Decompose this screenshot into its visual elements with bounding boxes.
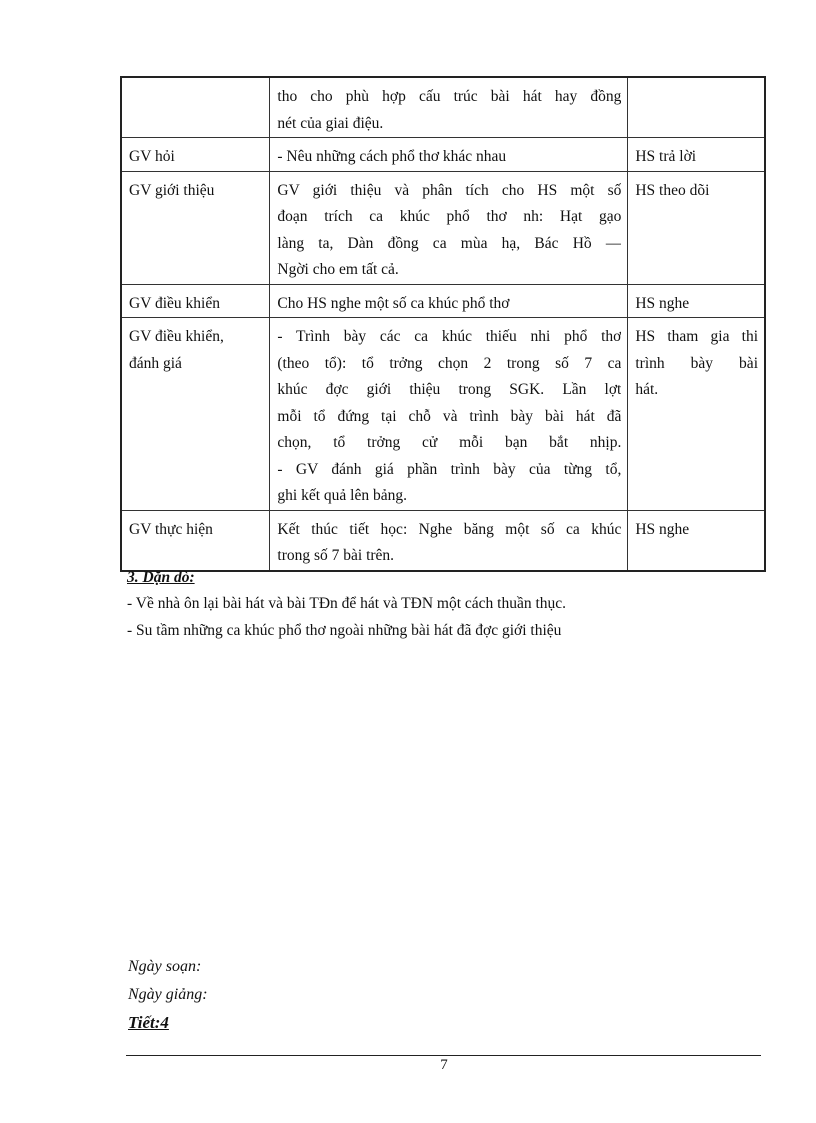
table-row [121,510,765,571]
cell-line: tho cho phù hợp cấu trúc bài hát hay đồng [277,88,622,105]
lesson-meta [128,953,208,1037]
cell-line: Kết thúc tiết học: Nghe băng một số ca khúc [277,520,622,538]
cell-line: HS trả lời [635,148,697,165]
content-cell [270,510,628,571]
cell-line: HS theo dõi [635,181,710,199]
table-row [121,138,765,172]
student-cell [628,510,765,571]
cell-line: nét của giai điệu. [277,114,384,132]
cell-line: - Nêu những cách phổ thơ khác nhau [277,148,507,165]
content-cell [270,284,628,318]
homework-item: - Về nhà ôn lại bài hát và bài TĐn để hát và TĐN một cách thuần thục. [127,595,567,612]
cell-line: GV giới thiệu [129,181,215,199]
cell-line: GV hỏi [129,148,175,165]
cell-line: (theo tổ): tổ trởng chọn 2 trong số 7 ca [277,354,622,372]
table-row [121,284,765,318]
cell-line: - GV đánh giá phần trình bày của từng tổ, [277,460,622,478]
teacher-cell [121,138,270,172]
teach-date-label: Ngày giảng: [128,986,208,1003]
table-row [121,171,765,284]
cell-line: ghi kết quả lên bảng. [277,487,407,504]
teacher-cell [121,171,270,284]
student-cell [628,77,765,138]
cell-line: Cho HS nghe một số ca khúc phổ thơ [277,294,510,312]
cell-line: trong số 7 bài trên. [277,547,395,564]
table-row [121,77,765,138]
cell-line: trình bày bài [635,354,758,372]
lesson-activity-table [120,76,766,572]
teacher-cell [121,318,270,511]
student-cell [628,171,765,284]
teacher-cell [121,284,270,318]
cell-line [635,84,758,111]
footer-divider [126,1055,761,1056]
student-cell [628,138,765,172]
cell-line: GV thực hiện [129,520,213,538]
student-cell [628,318,765,511]
table-body [121,77,765,571]
cell-line: làng ta, Dàn đồng ca mùa hạ, Bác Hồ — [277,234,622,252]
teacher-cell [121,510,270,571]
homework-item: - Su tầm những ca khúc phổ thơ ngoài những bài hát đã đợc giới thiệu [127,622,562,639]
student-cell [628,284,765,318]
cell-line: khúc đợc giới thiệu trong SGK. Lần lợt [277,381,622,398]
cell-line: GV điều khiển [129,294,220,312]
homework-heading: 3. Dặn dò: [127,569,195,586]
cell-line: đánh giá [129,354,182,372]
page-number: 7 [440,1057,448,1073]
cell-line: chọn, tổ trởng cử mỗi bạn bắt nhịp. [277,434,622,451]
content-cell [270,318,628,511]
table-row [121,318,765,511]
cell-line [129,84,263,111]
cell-line: HS nghe [635,520,690,538]
cell-line: Ngời cho em tất cả. [277,261,399,278]
cell-line: mỗi tổ đứng tại chỗ và trình bày bài hát đã [277,407,622,425]
cell-line: HS tham gia thi [635,328,758,345]
content-cell [270,77,628,138]
cell-line: GV giới thiệu và phân tích cho HS một số [277,181,622,199]
homework-section [127,566,566,644]
lesson-number: Tiết:4 [128,1013,169,1032]
content-cell [270,138,628,172]
cell-line: đoạn trích ca khúc phổ thơ nh: Hạt gạo [277,208,622,225]
prep-date-label: Ngày soạn: [128,958,202,975]
cell-line: GV điều khiển, [129,328,224,345]
cell-line: hát. [635,381,659,398]
content-cell [270,171,628,284]
teacher-cell [121,77,270,138]
cell-line: HS nghe [635,294,690,312]
cell-line: - Trình bày các ca khúc thiếu nhi phổ thơ [277,328,622,345]
